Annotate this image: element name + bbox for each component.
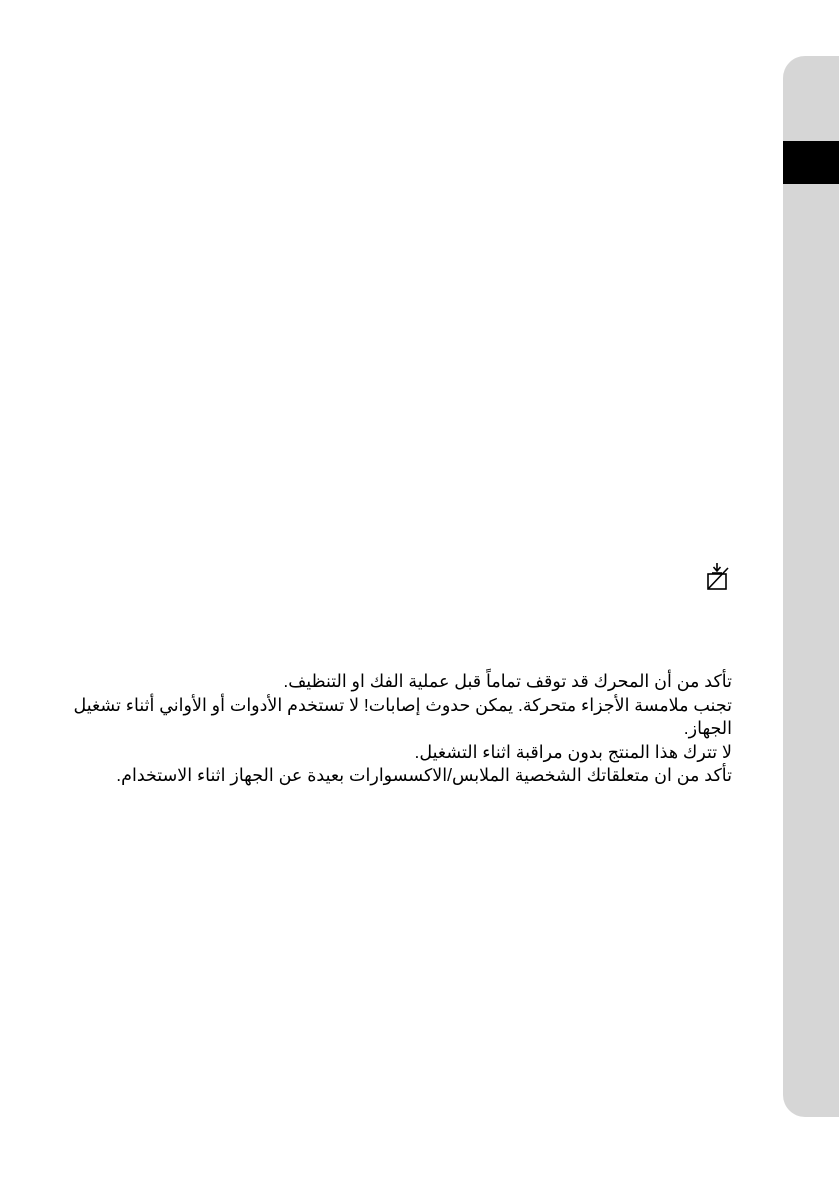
section-marker <box>783 141 839 184</box>
warning-motor-stop: تأكد من أن المحرك قد توقف تماماً قبل عملية الفك او التنظيف. <box>283 671 732 691</box>
warning-personal-items: تأكد من ان متعلقاتك الشخصية الملابس/الاكسسوارات بعيدة عن الجهاز اثناء الاستخدام. <box>116 765 732 786</box>
unplug-before-cleaning-icon <box>704 562 732 592</box>
warning-unattended: لا تترك هذا المنتج بدون مراقبة اثناء التشغيل. <box>414 741 732 762</box>
safety-warnings <box>52 670 732 788</box>
warning-moving-parts: تجنب ملامسة الأجزاء متحركة. يمكن حدوث إصابات! لا تستخدم الأدوات أو الأواني أثناء تشغيل الجهاز. <box>73 694 732 739</box>
side-index-tab <box>783 56 839 1117</box>
